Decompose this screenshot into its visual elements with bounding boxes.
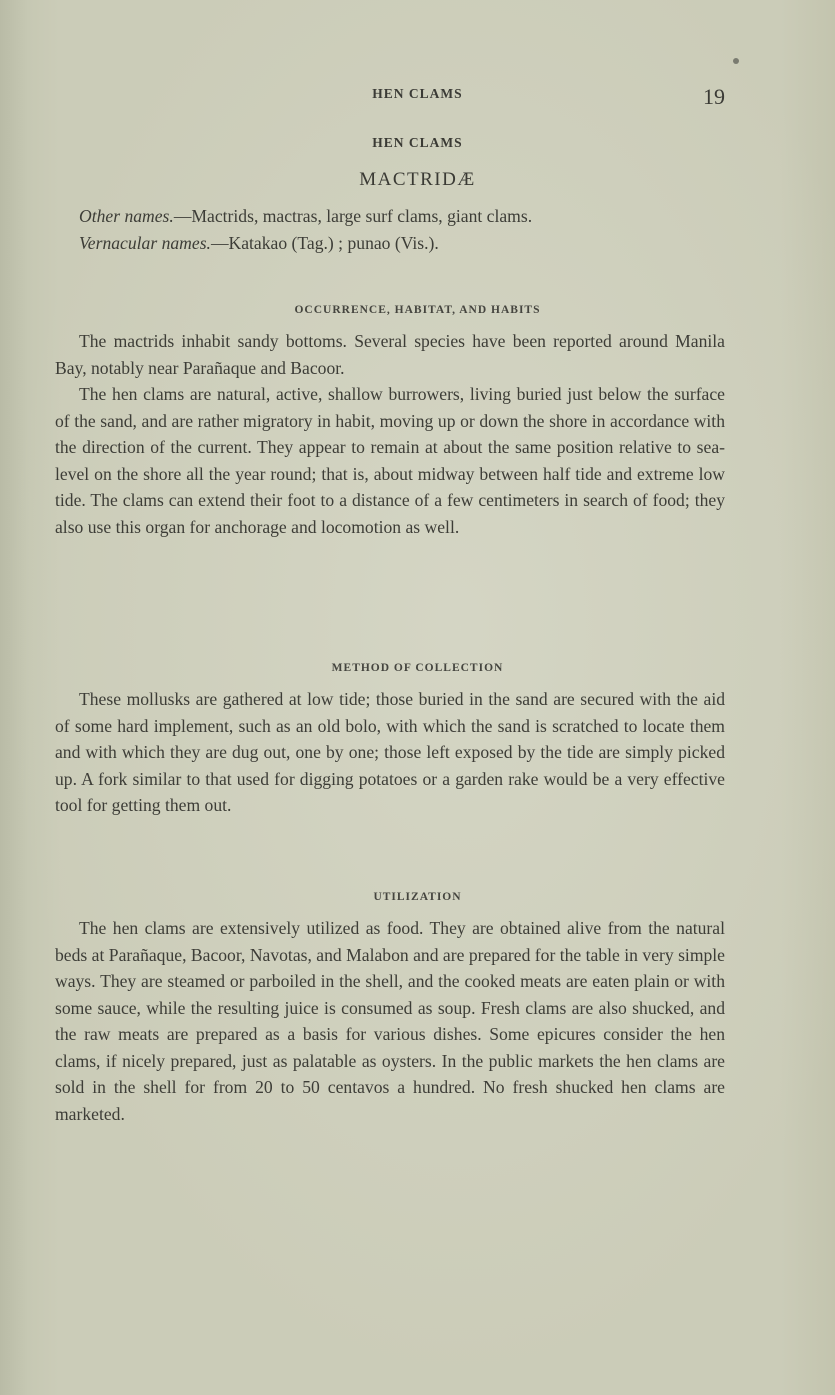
- other-names-paragraph: [55, 203, 725, 230]
- names-block: [55, 203, 725, 256]
- section-heading-utilization: UTILIZATION: [373, 891, 462, 903]
- paragraph: These mollusks are gathered at low tide; those buried in the sand are secured with the aid of some hard implement, such as an old bolo, with which the sand is scratched to locate them and with which they are dug out, one by one; those left exposed by the tide are simply picked up. A fork similar to that used for digging potatoes or a garden rake would be a very effective tool for getting them out.: [55, 689, 725, 815]
- other-names-label: Other names.: [79, 206, 174, 226]
- paragraph: The hen clams are extensively utilized as food. They are obtained alive from the natural beds at Parañaque, Bacoor, Navotas, and Malabon and are prepared for the table in very simple ways. They are steamed or parboiled in the shell, and the cooked meats are eaten plain or with some sauce, while the resulting juice is consumed as soup. Fresh clams are also shucked, and the raw meats are prepared as a basis for various dishes. Some epicures consider the hen clams, if nicely prepared, just as palatable as oysters. In the public markets the hen clams are sold in the shell for from 20 to 50 centavos a hundred. No fresh shucked hen clams are marketed.: [55, 918, 725, 1124]
- running-header: HEN CLAMS: [372, 86, 463, 101]
- vernacular-names-label: Vernacular names.: [79, 232, 211, 253]
- ink-spot: [733, 58, 739, 64]
- section-heading-occurrence: OCCURRENCE, HABITAT, AND HABITS: [294, 304, 541, 316]
- article-title: HEN CLAMS: [372, 135, 463, 150]
- section-body-occurrence: [55, 328, 725, 540]
- paragraph: The mactrids inhabit sandy bottoms. Several species have been reported around Manila Bay, notably near Parañaque and Bacoor.: [55, 331, 725, 378]
- vernacular-names-text: —Katakao (Tag.) ; punao (Vis.).: [210, 232, 439, 253]
- section-body-collection: [55, 686, 725, 819]
- family-name: MACTRIDÆ: [359, 169, 476, 190]
- page-number: 19: [703, 84, 725, 109]
- other-names-text: —Mactrids, mactras, large surf clams, giant clams.: [173, 206, 533, 226]
- vernacular-names-paragraph: [55, 230, 725, 257]
- section-body-utilization: [55, 915, 725, 1127]
- section-heading-collection: METHOD OF COLLECTION: [331, 662, 504, 674]
- paragraph: The hen clams are natural, active, shallow burrowers, living buried just below the surface of the sand, and are rather migratory in habit, moving up or down the shore in accordance with the direction of the current. They appear to remain at about the same position relative to sea-level on the shore all the year round; that is, about midway between half tide and extreme low tide. The clams can extend their foot to a distance of a few centimeters in search of food; they also use this organ for anchorage and locomotion as well.: [55, 384, 725, 537]
